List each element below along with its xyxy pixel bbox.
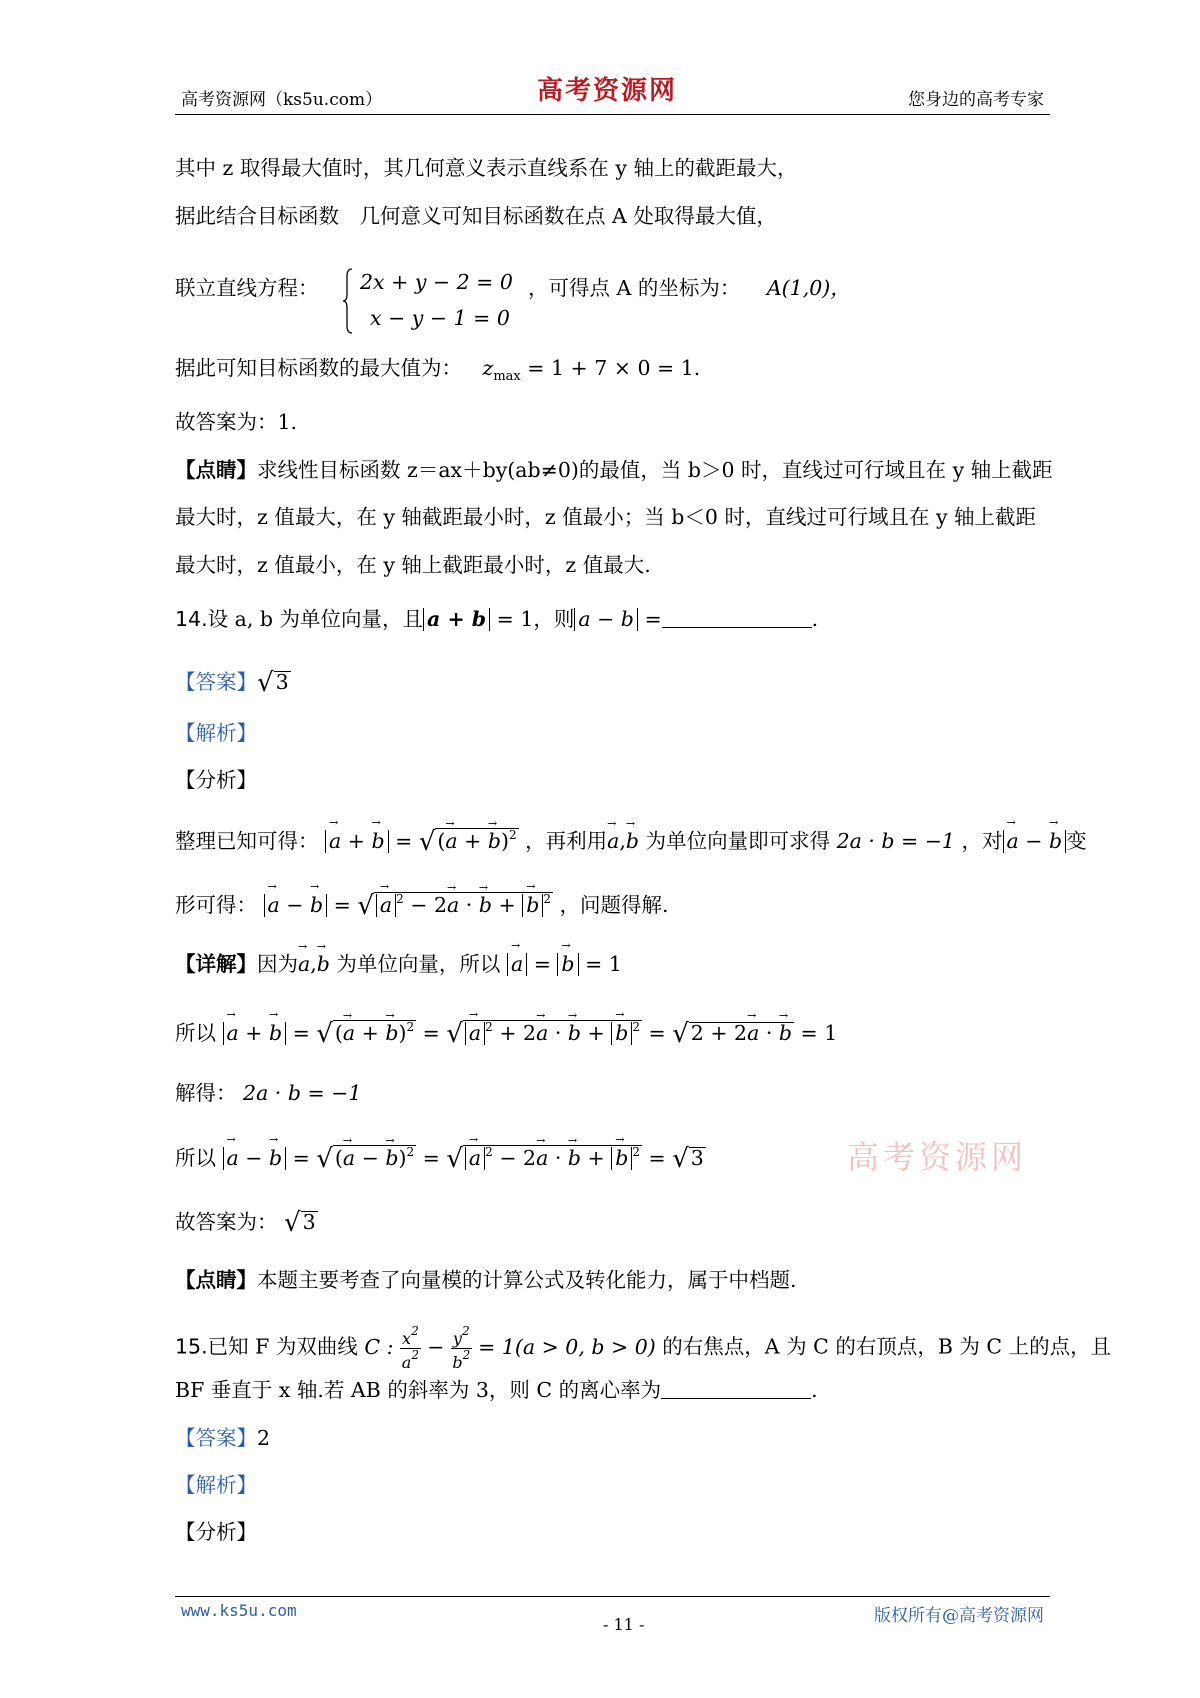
sqrt-body: → a $^2$ − 2→ a · → b + → b $^2$ [463, 1145, 642, 1170]
equation-system [343, 268, 523, 338]
text-line: 整理已知可得： → a + → b = √(→ a + → b)$^2$ ，再利用→ a,→ b 为单位向量即可求得 2a · b = −1 ，对→ a − → b 变 [175, 828, 1087, 855]
text-span: 据此可知目标函数的最大值为： [175, 356, 462, 380]
sqrt-body: (→ a − → b)$^2$ [333, 1145, 416, 1170]
text-span: BF 垂直于 x 轴.若 AB 的斜率为 3，则 C 的离心率为 [175, 1378, 662, 1402]
text-line [175, 278, 319, 299]
math-expr: = 1 + 7 × 0 = 1. [520, 356, 701, 380]
text-span: 已知 F 为双曲线 [207, 1334, 358, 1359]
header-slogan: 您身边的高考专家 [908, 90, 1044, 110]
text-span: 解得： [175, 1081, 237, 1105]
tag-detail: 【详解】 [175, 952, 257, 976]
sqrt-body: (→ a + → b)$^2$ [333, 1020, 416, 1045]
abs-vector: → a + → b [223, 1022, 287, 1045]
sqrt-icon: √ [257, 668, 274, 698]
text-line [175, 1083, 361, 1104]
equation-line: 2x + y − 2 = 0 [360, 270, 513, 294]
math-expr: 2a · b = −1 [243, 1081, 362, 1105]
question-15 [175, 1325, 1111, 1371]
math-sub: max [493, 369, 521, 384]
text-line [175, 460, 1053, 481]
answer-blank [661, 1380, 811, 1399]
equation-line: x − y − 1 = 0 [370, 306, 510, 330]
text-span: 设 a, b 为单位向量，且 [207, 607, 424, 631]
page-footer [175, 1596, 1050, 1637]
text-span: 形可得： [175, 893, 257, 917]
text-span: ，对 [961, 829, 1003, 853]
abs-vector: → a − → b [264, 894, 328, 917]
text-span: . [811, 607, 819, 631]
math-value: 3 [275, 670, 289, 694]
text-span: 为单位向量即可求得 [645, 829, 831, 853]
abs-vector: → a + → b [325, 830, 389, 853]
abs-vector: → b [557, 953, 578, 976]
answer-line [175, 670, 291, 696]
text-line: 所以 → a + → b = √(→ a + → b)$^2$ = √→ a $^2$ + 2→ a · → b + → b $^2$ = √2 + 2→ a · → b = 1 [175, 1020, 837, 1047]
sqrt-body: → a $^2$ + 2→ a · → b + → b $^2$ [463, 1020, 642, 1045]
point-coord: A(1,0)， [766, 276, 851, 300]
text-line [528, 278, 851, 299]
brace-icon [343, 268, 353, 334]
text-span: ，再利用 [525, 829, 608, 853]
tag-dianjing: 【点睛】 [175, 458, 257, 482]
text-line: 【详解】因为→ a,→ b 为单位向量，所以 → a = → b = 1 [175, 953, 622, 976]
text-line: 故答案为：1. [175, 410, 298, 434]
tag-fenxi: 【分析】 [175, 768, 257, 792]
text-span: 本题主要考查了向量模的计算公式及转化能力，属于中档题. [257, 1268, 797, 1292]
tag-answer: 【答案】 [175, 1426, 257, 1450]
sqrt-icon: √ [316, 1144, 333, 1174]
page-number: - 11 - [603, 1615, 645, 1634]
answer-line [175, 1428, 270, 1449]
math-value: 3 [690, 1146, 704, 1170]
text-span: 故答案为： [175, 1210, 278, 1234]
question-number: 15. [175, 1334, 208, 1359]
text-line [175, 358, 700, 383]
header-site-name: 高考资源网（ks5u.com） [181, 90, 383, 110]
math-expr: = 1 [585, 952, 622, 976]
text-span: ，问题得解. [559, 893, 669, 917]
text-span: 的右焦点，A 为 C 的右顶点，B 为 C 上的点，且 [662, 1334, 1112, 1359]
sqrt-icon: √ [446, 1019, 463, 1049]
text-span: 因为 [257, 952, 298, 976]
text-line [175, 1380, 818, 1401]
text-span: 所以 [175, 1021, 216, 1045]
tag-fenxi: 【分析】 [175, 1520, 257, 1544]
sqrt-body: → a $^2$ − 2→ a · → b + → b $^2$ [374, 892, 553, 917]
sqrt-icon: √ [357, 891, 374, 921]
hyperbola-eq: C : $\frac{x^2}{a^2}$ − $\frac{y^2}{b^2}$ = 1(a > 0, b > 0) [364, 1324, 656, 1372]
math-value: 3 [302, 1210, 316, 1234]
text-span: = [637, 607, 662, 631]
abs-expr: a + b [423, 608, 490, 631]
sqrt-icon: √ [316, 1019, 333, 1049]
footer-copyright: 版权所有@高考资源网 [874, 1606, 1044, 1626]
abs-vector: → a − → b [223, 1147, 287, 1170]
sqrt-icon: √ [418, 827, 436, 857]
text-line: 最大时，z 值最小，在 y 轴上截距最小时，z 值最大. [175, 553, 651, 577]
text-span: . [811, 1378, 818, 1402]
question-14 [175, 608, 818, 631]
watermark: 高考资源网 [847, 1138, 1028, 1176]
math-expr: 2a · b = −1 [836, 829, 955, 853]
page-header [175, 68, 1050, 115]
sqrt-icon: √ [284, 1208, 301, 1238]
abs-vector: → a [507, 953, 527, 976]
text-line: 所以 → a − → b = √(→ a − → b)$^2$ = √→ a $^2$ − 2→ a · → b + → b $^2$ = √3 [175, 1145, 706, 1172]
sqrt-icon: √ [446, 1144, 463, 1174]
math-value: 2 [257, 1426, 271, 1450]
text-span: 所以 [175, 1146, 216, 1170]
abs-expr: a − b [574, 608, 638, 631]
text-span: 整理已知可得： [175, 829, 319, 853]
text-span: 变 [1066, 829, 1087, 853]
tag-analysis: 【解析】 [175, 721, 257, 745]
text-span: 为单位向量，所以 [336, 952, 501, 976]
header-logo: 高考资源网 [537, 76, 678, 106]
tag-analysis: 【解析】 [175, 1473, 257, 1497]
tag-answer: 【答案】 [175, 670, 257, 694]
text-line: 其中 z 取得最大值时，其几何意义表示直线系在 y 轴上的截距最大， [175, 156, 798, 180]
text-span: ，可得点 A 的坐标为： [528, 276, 741, 300]
sqrt-body: 2 + 2→ a · → b [689, 1022, 794, 1045]
text-line: 据此结合目标函数 几何意义可知目标函数在点 A 处取得最大值， [175, 204, 777, 228]
text-span: = 1，则 [490, 607, 575, 631]
abs-vector: → a − → b [1003, 830, 1067, 853]
math-z: z [482, 356, 494, 380]
text-span: 联立直线方程： [175, 276, 319, 300]
text-line [175, 1270, 797, 1291]
question-number: 14. [175, 607, 208, 631]
text-line: 最大时，z 值最大，在 y 轴截距最小时，z 值最小；当 b＜0 时，直线过可行域且在 y 轴上截距 [175, 505, 1037, 529]
text-span: 求线性目标函数 z＝ax＋by(ab≠0)的最值，当 b＞0 时，直线过可行域且在 y 轴上截距 [257, 458, 1053, 482]
tag-dianjing: 【点睛】 [175, 1268, 257, 1292]
sqrt-icon: √ [672, 1019, 689, 1049]
sqrt-icon: √ [672, 1144, 689, 1174]
footer-link[interactable]: www.ks5u.com [181, 1601, 297, 1620]
math-expr: = 1 [800, 1021, 838, 1045]
answer-blank [662, 609, 812, 628]
text-line: 形可得： → a − → b = √→ a $^2$ − 2→ a · → b + → b $^2$ ，问题得解. [175, 892, 669, 919]
text-line [175, 1210, 318, 1236]
sqrt-body: (→ a + → b)$^2$ [435, 828, 518, 853]
